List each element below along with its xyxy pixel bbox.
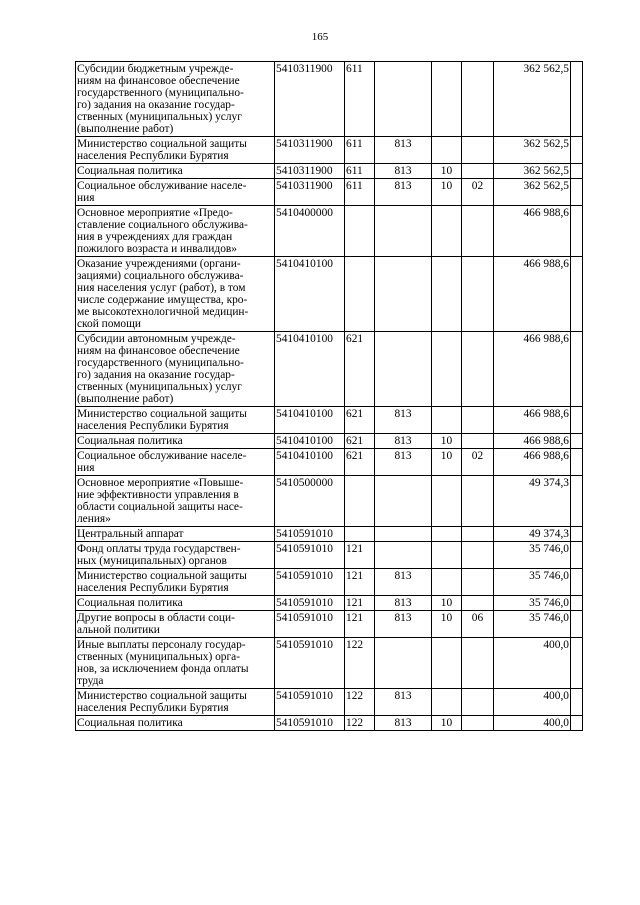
row-section-cell: 10	[432, 611, 462, 638]
budget-table-body	[76, 62, 583, 731]
row-extra-cell	[571, 596, 583, 611]
row-subsection-cell	[462, 206, 494, 257]
row-section-cell: 10	[432, 434, 462, 449]
table-row	[76, 137, 583, 164]
row-expense-type-cell: 611	[345, 179, 375, 206]
row-section-cell	[432, 476, 462, 527]
row-extra-cell	[571, 257, 583, 332]
row-extra-cell	[571, 449, 583, 476]
row-extra-cell	[571, 179, 583, 206]
row-section-cell	[432, 527, 462, 542]
row-amount-cell: 400,0	[494, 716, 571, 731]
row-expense-type-cell: 121	[345, 542, 375, 569]
row-section-cell	[432, 569, 462, 596]
row-target-code-cell: 5410410100	[275, 434, 345, 449]
row-subsection-cell	[462, 62, 494, 137]
row-section-cell	[432, 206, 462, 257]
row-extra-cell	[571, 164, 583, 179]
row-section-cell	[432, 407, 462, 434]
row-subsection-cell	[462, 332, 494, 407]
row-extra-cell	[571, 62, 583, 137]
table-row	[76, 434, 583, 449]
row-expense-type-cell: 121	[345, 569, 375, 596]
row-name-cell: Министерство социальной защиты населения Республики Бурятия	[76, 407, 275, 434]
table-row	[76, 62, 583, 137]
row-agency-code-cell: 813	[375, 596, 432, 611]
row-section-cell	[432, 689, 462, 716]
row-expense-type-cell: 621	[345, 434, 375, 449]
row-amount-cell: 362 562,5	[494, 62, 571, 137]
row-agency-code-cell	[375, 257, 432, 332]
budget-table	[75, 61, 583, 731]
row-subsection-cell	[462, 407, 494, 434]
row-expense-type-cell	[345, 206, 375, 257]
row-subsection-cell	[462, 476, 494, 527]
row-subsection-cell	[462, 257, 494, 332]
row-expense-type-cell	[345, 257, 375, 332]
table-row	[76, 611, 583, 638]
row-extra-cell	[571, 638, 583, 689]
row-target-code-cell: 5410410100	[275, 407, 345, 434]
row-subsection-cell	[462, 596, 494, 611]
row-expense-type-cell: 621	[345, 449, 375, 476]
row-subsection-cell	[462, 638, 494, 689]
row-agency-code-cell: 813	[375, 569, 432, 596]
row-name-cell: Социальное обслуживание населе- ния	[76, 179, 275, 206]
row-target-code-cell: 5410311900	[275, 179, 345, 206]
row-expense-type-cell: 122	[345, 716, 375, 731]
row-subsection-cell	[462, 137, 494, 164]
row-target-code-cell: 5410591010	[275, 716, 345, 731]
row-name-cell: Социальная политика	[76, 434, 275, 449]
row-agency-code-cell: 813	[375, 179, 432, 206]
row-target-code-cell: 5410591010	[275, 689, 345, 716]
row-amount-cell: 35 746,0	[494, 542, 571, 569]
row-agency-code-cell	[375, 332, 432, 407]
row-target-code-cell: 5410591010	[275, 569, 345, 596]
row-amount-cell: 466 988,6	[494, 332, 571, 407]
row-agency-code-cell: 813	[375, 611, 432, 638]
row-extra-cell	[571, 716, 583, 731]
row-target-code-cell: 5410311900	[275, 137, 345, 164]
table-row	[76, 527, 583, 542]
table-row	[76, 542, 583, 569]
row-agency-code-cell: 813	[375, 164, 432, 179]
row-extra-cell	[571, 137, 583, 164]
row-extra-cell	[571, 407, 583, 434]
row-subsection-cell	[462, 542, 494, 569]
row-subsection-cell	[462, 164, 494, 179]
table-row	[76, 164, 583, 179]
row-target-code-cell: 5410400000	[275, 206, 345, 257]
row-agency-code-cell: 813	[375, 689, 432, 716]
table-row	[76, 689, 583, 716]
row-name-cell: Другие вопросы в области соци- альной политики	[76, 611, 275, 638]
row-amount-cell: 49 374,3	[494, 476, 571, 527]
row-extra-cell	[571, 611, 583, 638]
row-expense-type-cell: 621	[345, 407, 375, 434]
row-expense-type-cell: 611	[345, 62, 375, 137]
row-agency-code-cell: 813	[375, 716, 432, 731]
row-extra-cell	[571, 527, 583, 542]
row-target-code-cell: 5410591010	[275, 611, 345, 638]
row-section-cell: 10	[432, 716, 462, 731]
row-name-cell: Иные выплаты персоналу государ- ственных (муниципальных) орга- нов, за исключением фонда оплаты труда	[76, 638, 275, 689]
row-extra-cell	[571, 476, 583, 527]
row-name-cell: Субсидии автономным учрежде- ниям на финансовое обеспечение государственного (муниципально- го) задания на оказание государ- ственных (муниципальных) услуг (выполнение работ)	[76, 332, 275, 407]
row-amount-cell: 35 746,0	[494, 569, 571, 596]
row-agency-code-cell: 813	[375, 407, 432, 434]
row-expense-type-cell: 122	[345, 689, 375, 716]
row-name-cell: Министерство социальной защиты населения Республики Бурятия	[76, 137, 275, 164]
row-subsection-cell: 02	[462, 449, 494, 476]
row-subsection-cell	[462, 689, 494, 716]
row-subsection-cell: 06	[462, 611, 494, 638]
row-agency-code-cell: 813	[375, 434, 432, 449]
row-section-cell: 10	[432, 179, 462, 206]
table-row	[76, 257, 583, 332]
row-agency-code-cell: 813	[375, 449, 432, 476]
table-row	[76, 476, 583, 527]
row-amount-cell: 466 988,6	[494, 449, 571, 476]
row-section-cell	[432, 542, 462, 569]
row-amount-cell: 400,0	[494, 689, 571, 716]
row-amount-cell: 466 988,6	[494, 206, 571, 257]
row-subsection-cell	[462, 434, 494, 449]
row-target-code-cell: 5410591010	[275, 542, 345, 569]
table-row	[76, 407, 583, 434]
row-name-cell: Министерство социальной защиты населения Республики Бурятия	[76, 689, 275, 716]
row-amount-cell: 362 562,5	[494, 137, 571, 164]
row-name-cell: Социальное обслуживание населе- ния	[76, 449, 275, 476]
row-expense-type-cell: 121	[345, 596, 375, 611]
table-row	[76, 449, 583, 476]
row-agency-code-cell	[375, 62, 432, 137]
row-name-cell: Социальная политика	[76, 164, 275, 179]
row-extra-cell	[571, 569, 583, 596]
table-row	[76, 332, 583, 407]
row-section-cell	[432, 332, 462, 407]
table-row	[76, 596, 583, 611]
table-row	[76, 206, 583, 257]
row-extra-cell	[571, 434, 583, 449]
row-extra-cell	[571, 332, 583, 407]
row-target-code-cell: 5410591010	[275, 596, 345, 611]
row-agency-code-cell	[375, 206, 432, 257]
row-target-code-cell: 5410410100	[275, 449, 345, 476]
row-agency-code-cell	[375, 542, 432, 569]
row-name-cell: Министерство социальной защиты населения Республики Бурятия	[76, 569, 275, 596]
row-name-cell: Фонд оплаты труда государствен- ных (муниципальных) органов	[76, 542, 275, 569]
row-target-code-cell: 5410311900	[275, 164, 345, 179]
row-section-cell	[432, 62, 462, 137]
row-amount-cell: 466 988,6	[494, 257, 571, 332]
row-subsection-cell	[462, 569, 494, 596]
row-agency-code-cell	[375, 638, 432, 689]
row-extra-cell	[571, 689, 583, 716]
row-amount-cell: 466 988,6	[494, 434, 571, 449]
page-number: 165	[311, 31, 329, 43]
row-amount-cell: 400,0	[494, 638, 571, 689]
row-amount-cell: 49 374,3	[494, 527, 571, 542]
row-name-cell: Оказание учреждениями (органи- зациями) социального обслужива- ния населения услуг (работ), в том числе содержание имущества, кро- ме высокотехнологичной медицин- ской помощи	[76, 257, 275, 332]
row-subsection-cell	[462, 716, 494, 731]
row-amount-cell: 362 562,5	[494, 179, 571, 206]
row-section-cell	[432, 137, 462, 164]
row-subsection-cell	[462, 527, 494, 542]
row-name-cell: Субсидии бюджетным учрежде- ниям на финансовое обеспечение государственного (муниципально- го) задания на оказание государ- ственных (муниципальных) услуг (выполнение работ)	[76, 62, 275, 137]
row-extra-cell	[571, 206, 583, 257]
row-expense-type-cell	[345, 476, 375, 527]
row-amount-cell: 362 562,5	[494, 164, 571, 179]
row-target-code-cell: 5410410100	[275, 257, 345, 332]
table-row	[76, 569, 583, 596]
row-name-cell: Основное мероприятие «Повыше- ние эффективности управления в области социальной защиты насе- ления»	[76, 476, 275, 527]
row-expense-type-cell: 621	[345, 332, 375, 407]
row-expense-type-cell: 121	[345, 611, 375, 638]
row-name-cell: Социальная политика	[76, 596, 275, 611]
row-expense-type-cell: 122	[345, 638, 375, 689]
row-amount-cell: 35 746,0	[494, 596, 571, 611]
row-expense-type-cell: 611	[345, 137, 375, 164]
row-section-cell: 10	[432, 449, 462, 476]
row-section-cell	[432, 257, 462, 332]
row-subsection-cell: 02	[462, 179, 494, 206]
row-target-code-cell: 5410591010	[275, 527, 345, 542]
row-expense-type-cell: 611	[345, 164, 375, 179]
row-agency-code-cell	[375, 476, 432, 527]
row-target-code-cell: 5410591010	[275, 638, 345, 689]
row-name-cell: Центральный аппарат	[76, 527, 275, 542]
row-amount-cell: 466 988,6	[494, 407, 571, 434]
row-expense-type-cell	[345, 527, 375, 542]
table-row	[76, 179, 583, 206]
table-row	[76, 638, 583, 689]
row-target-code-cell: 5410410100	[275, 332, 345, 407]
row-extra-cell	[571, 542, 583, 569]
row-name-cell: Социальная политика	[76, 716, 275, 731]
row-agency-code-cell	[375, 527, 432, 542]
table-row	[76, 716, 583, 731]
row-target-code-cell: 5410500000	[275, 476, 345, 527]
row-target-code-cell: 5410311900	[275, 62, 345, 137]
row-section-cell	[432, 638, 462, 689]
row-amount-cell: 35 746,0	[494, 611, 571, 638]
row-section-cell: 10	[432, 596, 462, 611]
row-name-cell: Основное мероприятие «Предо- ставление социального обслужива- ния в учреждениях для граждан пожилого возраста и инвалидов»	[76, 206, 275, 257]
row-agency-code-cell: 813	[375, 137, 432, 164]
row-section-cell: 10	[432, 164, 462, 179]
